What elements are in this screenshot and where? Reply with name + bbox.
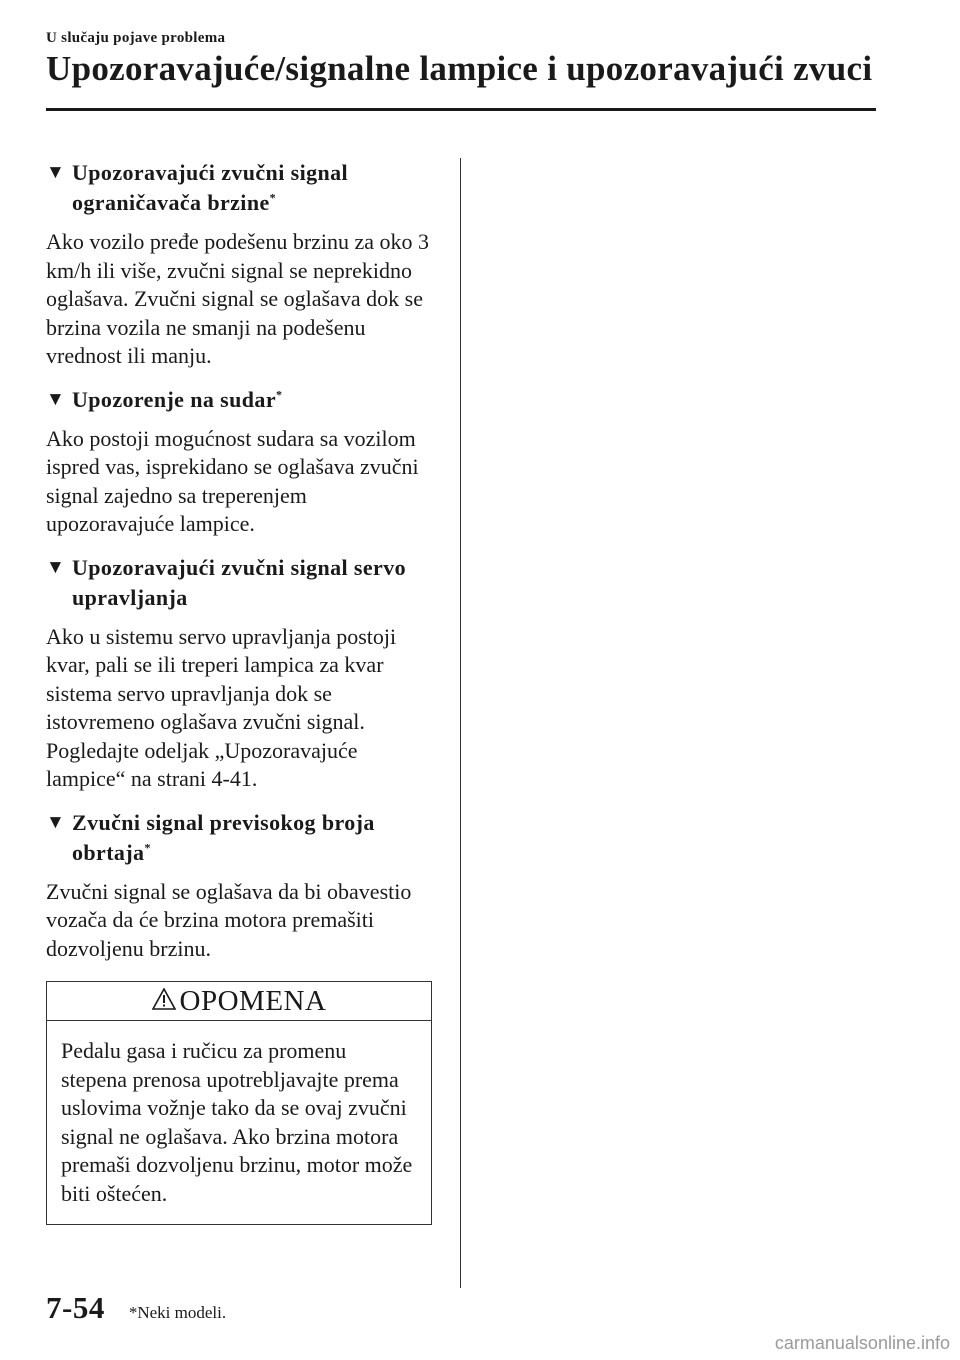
warning-box [46,981,432,1225]
triangle-bullet-icon: ▼ [46,162,66,183]
page-number: 7-54 [46,1290,105,1325]
warning-title: OPOMENA [179,984,327,1017]
section-text [46,623,438,794]
asterisk-mark: * [144,840,151,855]
triangle-bullet-icon: ▼ [46,556,66,578]
watermark: carmanualsonline.info [774,1333,950,1353]
warning-header [47,982,431,1021]
heading-line: upravljanja [72,584,188,610]
footnote: *Neki modeli. [128,1303,227,1322]
text-line: Ako u sistemu servo upravljanja postoji kvar, pali se ili treperi lampica za kvar sistema servo upravljanja dok se istovremeno oglašava zvučni signal. [46,623,397,734]
asterisk-mark: * [269,190,277,205]
left-column [46,158,438,1225]
triangle-bullet-icon: ▼ [46,811,66,833]
header-divider [46,108,876,111]
section-text: Ako postoji mogućnost sudara sa vozilom ispred vas, isprekidano se oglašava zvučni signal zajedno sa treperenjem upozoravajuće lampice. [46,425,419,536]
column-divider [460,158,461,1288]
asterisk-mark: * [275,387,283,402]
page-title: Upozoravajuće/signalne lampice i upozoravajući zvuci [46,49,873,88]
page-footer [46,1290,226,1326]
section-text: Zvučni signal se oglašava da bi obavestio vozača da će brzina motora premašiti dozvoljenu brzinu. [46,878,412,961]
triangle-bullet-icon: ▼ [46,388,66,410]
heading-line: Upozoravajući zvučni signal [72,160,349,185]
page-header [46,30,876,89]
section-text: Ako vozilo pređe podešenu brzinu za oko 3 km/h ili više, zvučni signal se neprekidno oglašava. Zvučni signal se oglašava dok se brzina vozila ne smanji na podešenu vrednost ili manju. [46,229,430,368]
section-heading [46,385,438,415]
warning-triangle-icon [152,985,176,1018]
section-heading [46,553,438,613]
heading-line: Upozorenje na sudar [72,386,276,412]
heading-line: Zvučni signal previsokog broja [72,809,375,835]
heading-line: ograničavača brzine [72,190,270,215]
heading-line: obrtaja [72,839,145,865]
section-heading [46,808,438,868]
cross-reference: Pogledajte odeljak „Upozoravajuće lampice“ na strani 4-41. [46,737,358,791]
heading-line: Upozoravajući zvučni signal servo [72,554,407,580]
section-heading [46,158,438,218]
section-label: U slučaju pojave problema [46,30,226,46]
warning-text: Pedalu gasa i ručicu za promenu stepena prenosa upotrebljavajte prema uslovima vožnje tako da se ovaj zvučni signal ne oglašava. Ako brzina motora premaši dozvoljenu brzinu, motor može biti oštećen. [61,1038,413,1206]
